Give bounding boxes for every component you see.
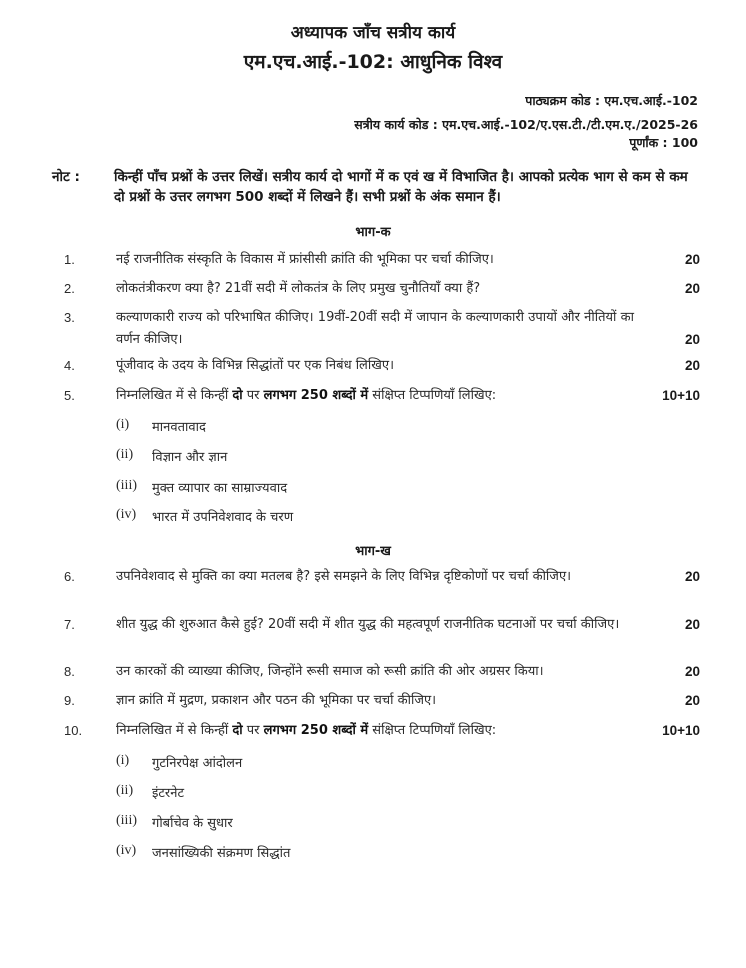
subpart <box>116 753 242 771</box>
subpart-number: (iii) <box>116 813 137 828</box>
subpart-number: (i) <box>116 417 130 432</box>
subpart <box>116 783 184 801</box>
question-number: 1. <box>64 252 75 267</box>
course-code: पाठ्यक्रम कोड : एम.एच.आई.-102 <box>525 93 698 108</box>
subpart-text: गोर्बाचेव के सुधार <box>152 816 233 831</box>
question-marks: 20 <box>684 664 700 679</box>
question-marks: 10+10 <box>662 388 700 403</box>
question-number: 2. <box>64 281 75 296</box>
subpart-text: जनसांख्यिकी संक्रमण सिद्धांत <box>152 846 291 861</box>
question-marks: 20 <box>684 617 700 632</box>
subpart <box>116 843 290 861</box>
subpart-number: (i) <box>116 753 130 768</box>
subpart-number: (ii) <box>116 783 134 798</box>
question-text: निम्नलिखित में से किन्हीं दो पर लगभग 250 शब्दों में संक्षिप्त टिप्पणियाँ लिखिए: <box>116 723 497 738</box>
course-title: एम.एच.आई.-102: आधुनिक विश्व <box>243 51 503 73</box>
question <box>64 385 700 407</box>
subpart-text: मुक्त व्यापार का साम्राज्यवाद <box>152 481 288 496</box>
subpart-number: (iii) <box>116 478 137 493</box>
subpart-number: (iv) <box>116 507 137 522</box>
question-text: निम्नलिखित में से किन्हीं दो पर लगभग 250 शब्दों में संक्षिप्त टिप्पणियाँ लिखिए: <box>116 388 497 403</box>
assignment-code: सत्रीय कार्य कोड : एम.एच.आई.-102/ए.एस.टी./टी.एम.ए./2025-26 <box>354 117 698 132</box>
question-number: 6. <box>64 569 75 584</box>
question <box>64 661 700 683</box>
subpart <box>116 447 227 465</box>
question-number: 9. <box>64 693 75 708</box>
question <box>64 720 700 742</box>
question-number: 3. <box>64 310 75 325</box>
question-number: 8. <box>64 664 75 679</box>
subpart-text: विज्ञान और ज्ञान <box>152 450 228 465</box>
subpart <box>116 478 287 496</box>
subpart-text: इंटरनेट <box>152 786 185 801</box>
question-text: शीत युद्ध की शुरुआत कैसे हुई? 20वीं सदी में शीत युद्ध की महत्वपूर्ण राजनीतिक घटनाओं पर चर्चा कीजिए। <box>116 617 620 632</box>
question <box>64 690 700 712</box>
question-text: लोकतंत्रीकरण क्या है? 21वीं सदी में लोकतंत्र के लिए प्रमुख चुनौतियाँ क्या हैं? <box>116 281 481 296</box>
question-number: 5. <box>64 388 75 403</box>
question <box>64 307 700 351</box>
subpart-text: मानवतावाद <box>152 420 206 435</box>
subpart-number: (iv) <box>116 843 137 858</box>
section-b-title: भाग-ख <box>355 544 391 559</box>
subpart-number: (ii) <box>116 447 134 462</box>
question-text: ज्ञान क्रांति में मुद्रण, प्रकाशन और पठन की भूमिका पर चर्चा कीजिए। <box>116 693 437 708</box>
note-text: किन्हीं पाँच प्रश्नों के उत्तर लिखें। सत्रीय कार्य दो भागों में क एवं ख में विभाजित है। आपको प्रत्येक भाग से कम से कम दो प्रश्नों के उत्तर लगभग 500 शब्दों में लिखने हैं। सभी प्रश्नों के अंक समान हैं। <box>114 169 688 205</box>
question-number: 4. <box>64 358 75 373</box>
question-marks: 20 <box>684 252 700 267</box>
question <box>64 249 700 271</box>
subpart <box>116 813 233 831</box>
note-label: नोट : <box>52 169 80 185</box>
subpart-text: भारत में उपनिवेशवाद के चरण <box>152 510 294 525</box>
question-text: उपनिवेशवाद से मुक्ति का क्या मतलब है? इसे समझने के लिए विभिन्न दृष्टिकोणों पर चर्चा कीजिए। <box>116 569 572 584</box>
section-a-title: भाग-क <box>355 225 391 240</box>
question <box>64 355 700 377</box>
question-text: पूंजीवाद के उदय के विभिन्न सिद्धांतों पर एक निबंध लिखिए। <box>116 358 394 373</box>
question-marks: 20 <box>684 281 700 296</box>
question-text: उन कारकों की व्याख्या कीजिए, जिन्होंने रूसी समाज को रूसी क्रांति की ओर अग्रसर किया। <box>116 664 544 679</box>
question <box>64 614 700 636</box>
instructions-note <box>52 167 702 207</box>
question <box>64 566 700 588</box>
subpart <box>116 507 293 525</box>
question-marks: 10+10 <box>662 723 700 738</box>
max-marks: पूर्णांक : 100 <box>629 135 698 150</box>
subpart-text: गुटनिरपेक्ष आंदोलन <box>152 756 243 771</box>
subpart <box>116 417 206 435</box>
question-marks: 20 <box>684 332 700 347</box>
question-number: 7. <box>64 617 75 632</box>
assignment-heading: अध्यापक जाँच सत्रीय कार्य <box>290 23 456 43</box>
question-marks: 20 <box>684 569 700 584</box>
question <box>64 278 700 300</box>
question-marks: 20 <box>684 693 700 708</box>
question-number: 10. <box>64 723 83 738</box>
question-marks: 20 <box>684 358 700 373</box>
question-text: कल्याणकारी राज्य को परिभाषित कीजिए। 19वीं-20वीं सदी में जापान के कल्याणकारी उपायों और नीतियों का वर्णन कीजिए। <box>116 310 634 347</box>
question-text: नई राजनीतिक संस्कृति के विकास में फ्रांसीसी क्रांति की भूमिका पर चर्चा कीजिए। <box>116 252 494 267</box>
